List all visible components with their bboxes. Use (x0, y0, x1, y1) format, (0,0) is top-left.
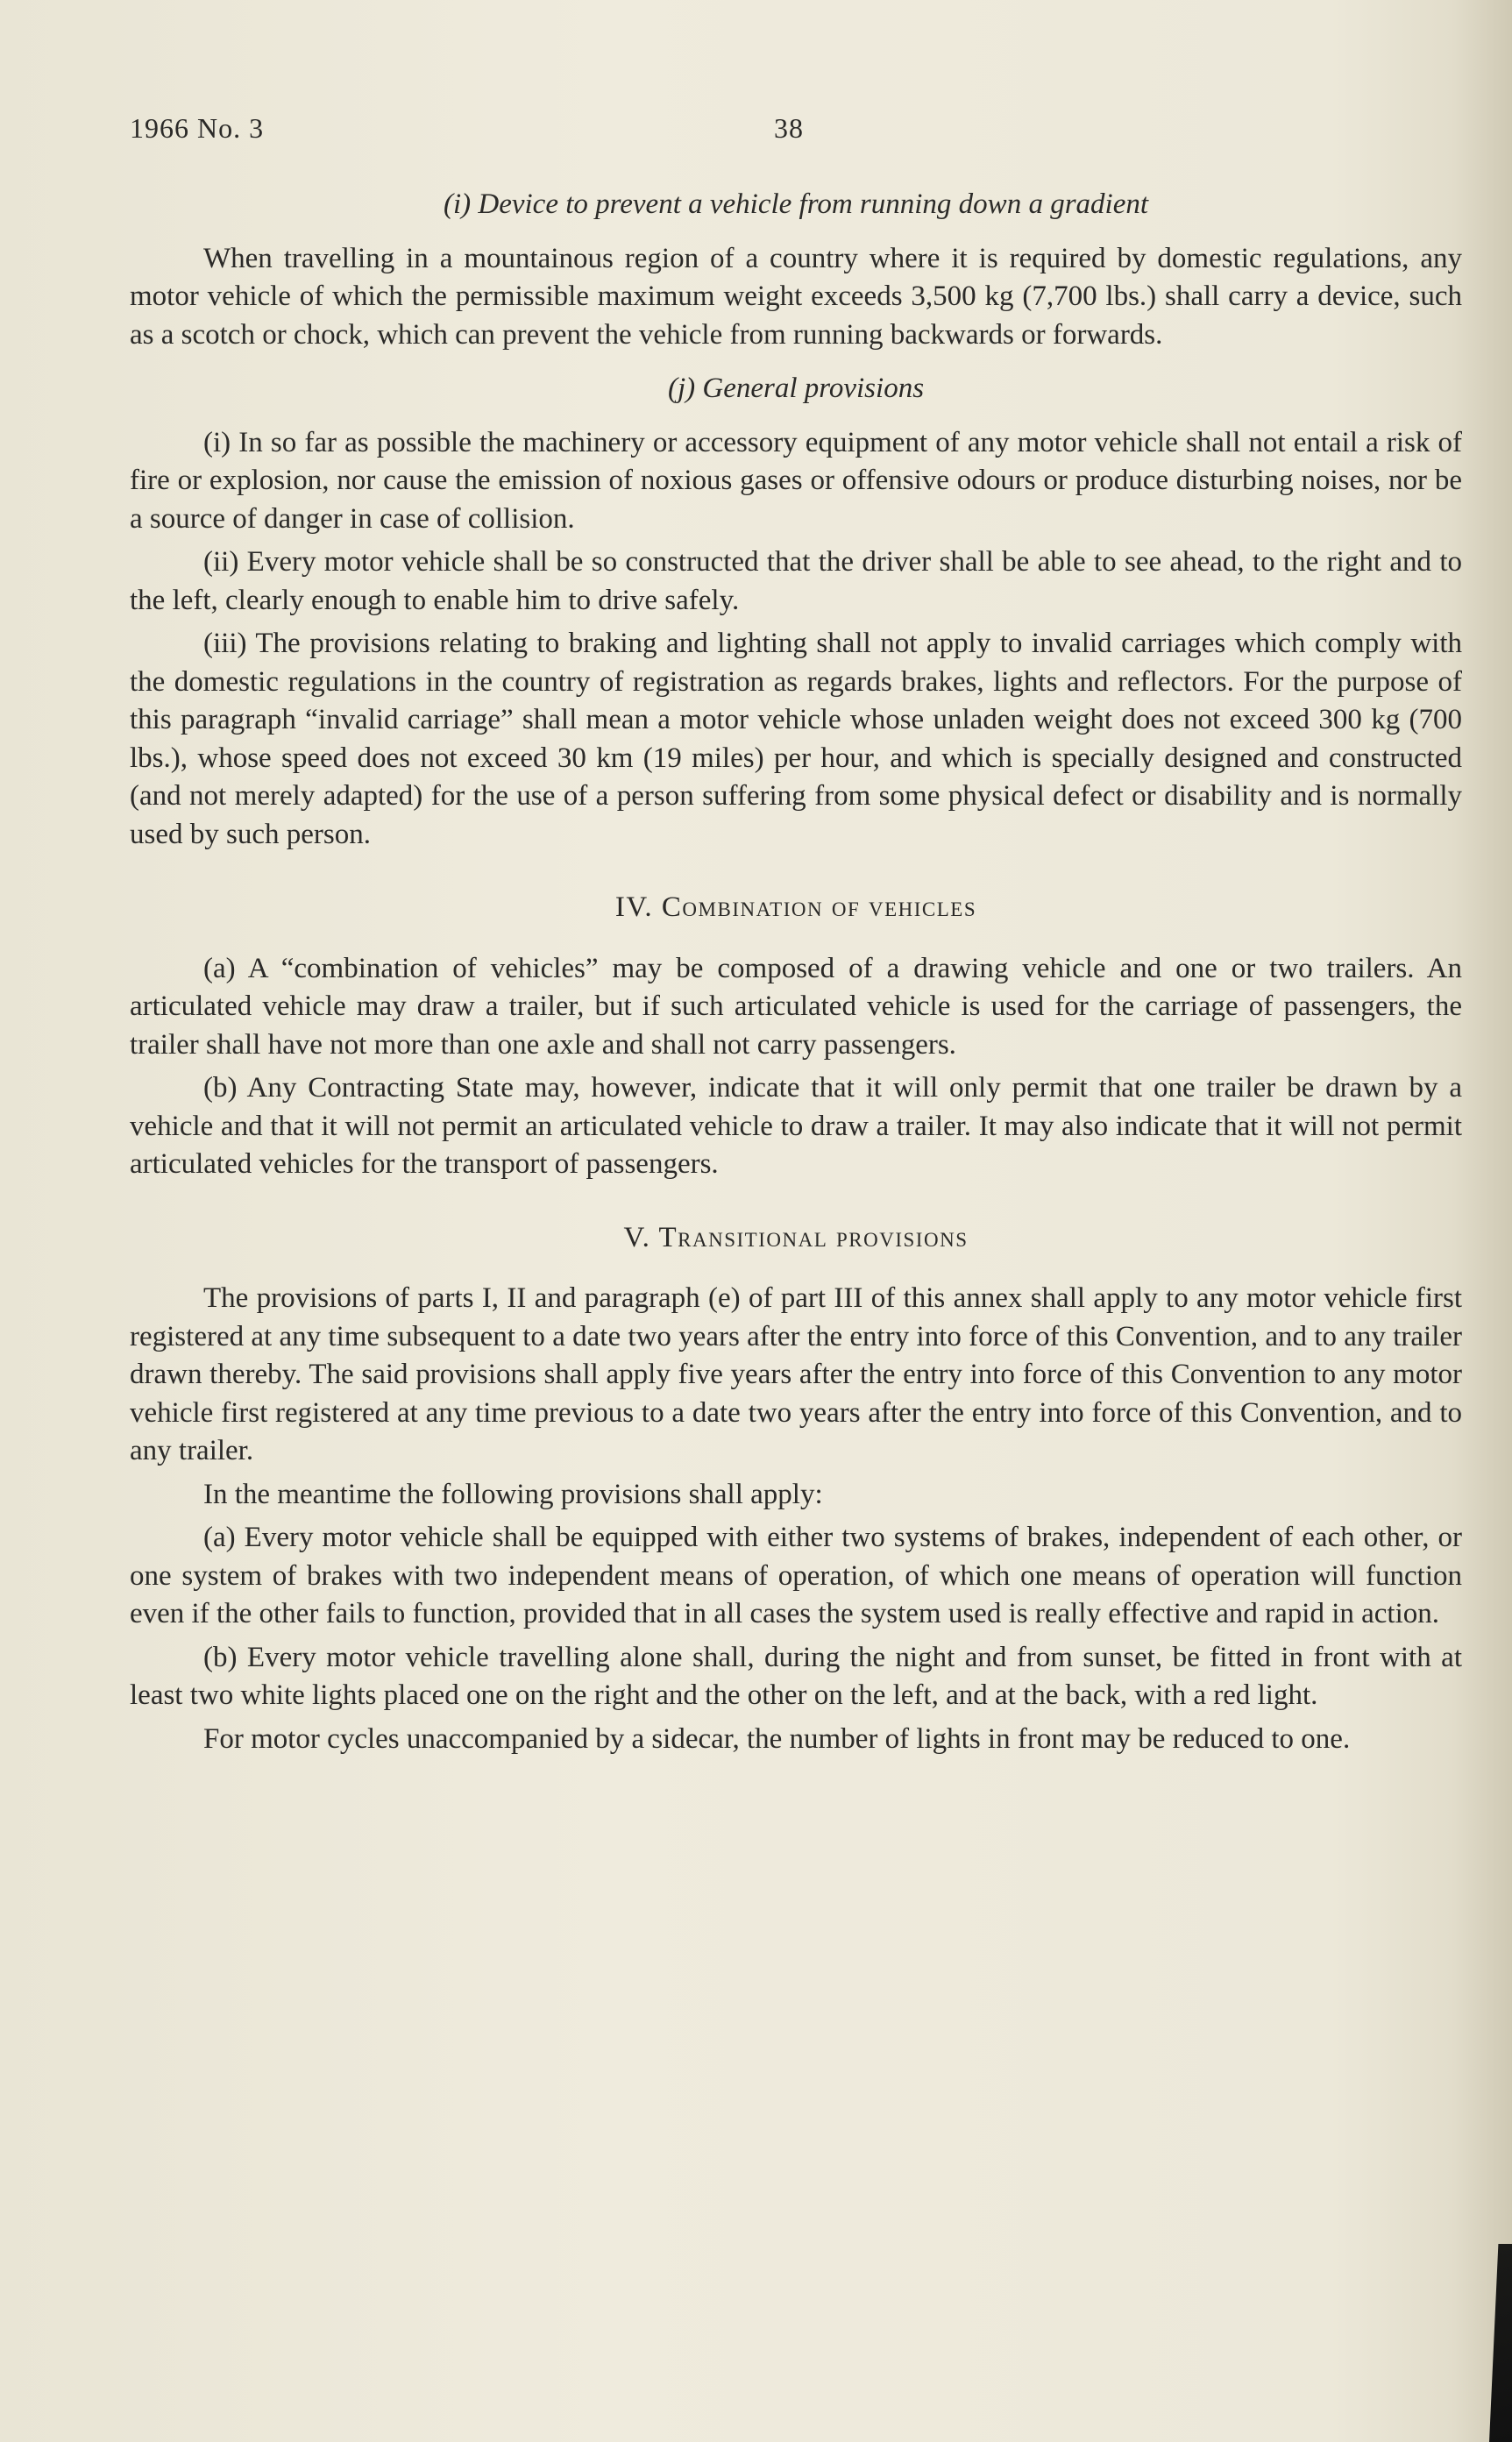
section-v-title: Transitional provisions (658, 1221, 969, 1253)
subsection-j-title: General provisions (702, 373, 925, 404)
section-v-heading (130, 1219, 1462, 1258)
subsection-i-paragraph: When travelling in a mountainous region of a country where it is required by domestic regulations, any motor vehicle of which the permissible maximum weight exceeds 3,500 kg (7,700 lbs.) shall carry a device, such as a scotch or chock, which can prevent the vehicle from running backwards or forwards. (130, 242, 1462, 351)
subsection-j-paragraph-iii: (iii) The provisions relating to braking and lighting shall not apply to invalid carriages which comply with the domestic regulations in the country of registration as regards brakes, lights and reflectors. For the purpose of this paragraph “invalid carriage” shall mean a motor vehicle whose unladen weight does not exceed 300 kg (700 lbs.), whose speed does not exceed 30 km (19 miles) per hour, and which is specially designed and constructed (and not merely adapted) for the use of a person suffering from some physical defect or disability and is normally used by such person. (130, 628, 1462, 850)
section-iv-title: Combination of vehicles (661, 891, 977, 923)
section-iv-paragraph-b: (b) Any Contracting State may, however, indicate that it will only permit that one trailer be drawn by a vehicle and that it will not permit an articulated vehicle to draw a trailer. It may also indicate that it will not permit articulated vehicles for the transport of passengers. (130, 1072, 1462, 1180)
section-v-numeral: V. (623, 1221, 651, 1253)
subsection-i-label: (i) (443, 188, 472, 220)
section-iv-paragraph-a: (a) A “combination of vehicles” may be composed of a drawing vehicle and one or two trailers. An articulated vehicle may draw a trailer, but if such articulated vehicle is used for the carriage of passengers, the trailer shall have not more than one axle and shall not carry passengers. (130, 952, 1462, 1061)
document-reference: 1966 No. 3 (130, 112, 265, 144)
section-v-paragraph-1: The provisions of parts I, II and paragraph (e) of part III of this annex shall apply to any motor vehicle first registered at any time subsequent to a date two years after the entry into force of this Convention, and to any trailer drawn thereby. The said provisions shall apply five years after the entry into force of this Convention to any motor vehicle first registered at any time previous to a date two years after the entry into force of this Convention, and to any trailer. (130, 1282, 1462, 1466)
page-number: 38 (774, 112, 804, 144)
section-v-paragraph-motorcycles: For motor cycles unaccompanied by a sidecar, the number of lights in front may be reduced to one. (203, 1722, 1351, 1755)
section-v-paragraph-2: In the meantime the following provisions shall apply: (203, 1478, 823, 1510)
page-content (130, 186, 1462, 1764)
page-header (130, 112, 1374, 156)
section-iv-heading (130, 889, 1462, 927)
subsection-i-title: Device to prevent a vehicle from running down a gradient (478, 188, 1149, 220)
subsection-j-paragraph-ii: (ii) Every motor vehicle shall be so constructed that the driver shall be able to see ahead, to the right and to the left, clearly enough to enable him to drive safely. (130, 546, 1462, 616)
section-v-paragraph-b: (b) Every motor vehicle travelling alone shall, during the night and from sunset, be fitted in front with at least two white lights placed one on the right and the other on the left, and at the back, with a red light. (130, 1641, 1462, 1711)
section-iv-numeral: IV. (614, 891, 654, 923)
subsection-j-paragraph-i: (i) In so far as possible the machinery or accessory equipment of any motor vehicle shall not entail a risk of fire or explosion, nor cause the emission of noxious gases or offensive odours or produce disturbing noises, nor be a source of danger in case of collision. (130, 426, 1462, 535)
subsection-i-heading (130, 186, 1462, 224)
section-v-paragraph-a: (a) Every motor vehicle shall be equipped with either two systems of brakes, independent of each other, or one system of brakes with two independent means of operation, of which one means of operation will function even if the other fails to function, provided that in all cases the system used is really effective and rapid in action. (130, 1522, 1462, 1629)
subsection-j-label: (j) (667, 373, 696, 404)
subsection-j-heading (130, 370, 1462, 408)
